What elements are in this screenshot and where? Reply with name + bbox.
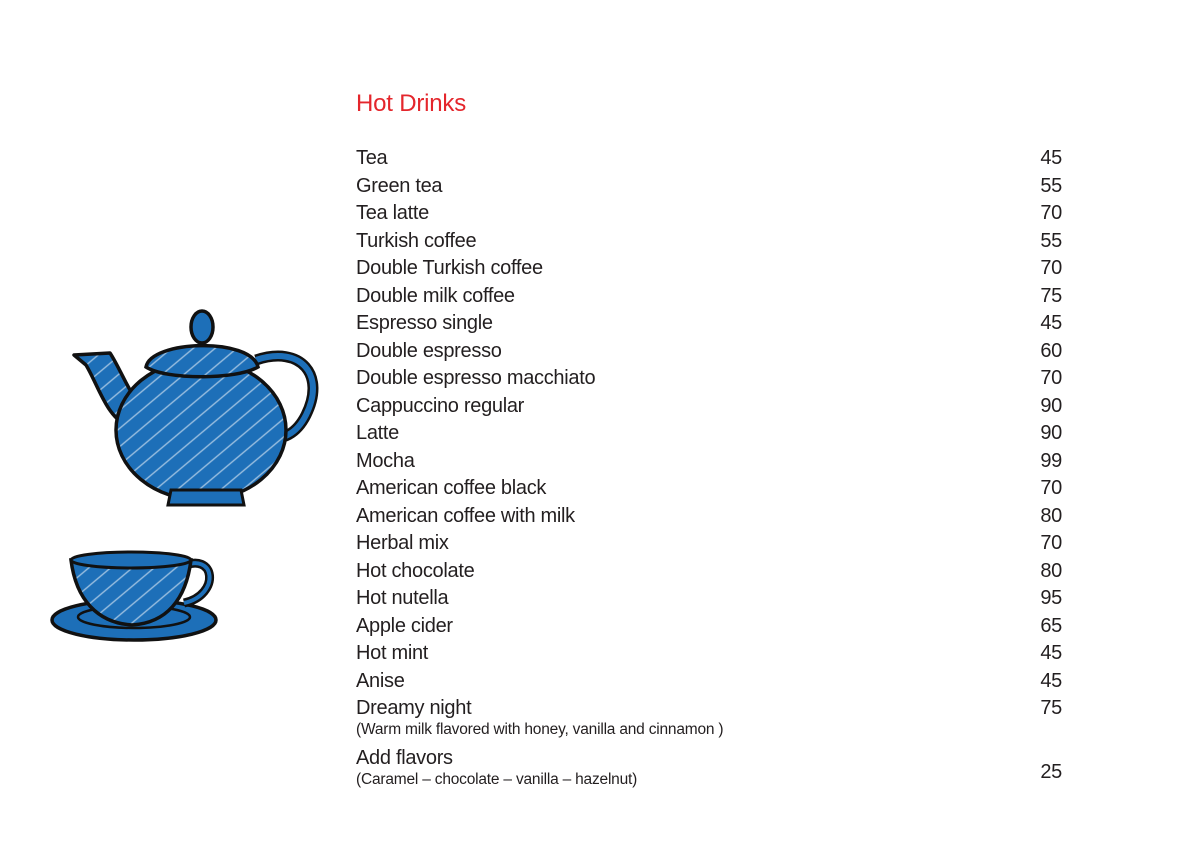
- menu-item: [356, 613, 1076, 641]
- item-name: American coffee with milk: [356, 504, 575, 527]
- item-name: Double Turkish coffee: [356, 257, 543, 279]
- item-name: Double espresso: [356, 339, 502, 362]
- menu-item: [356, 228, 1076, 256]
- item-price: 75: [1040, 284, 1062, 307]
- menu-item: [356, 283, 1076, 311]
- item-price: 95: [1040, 587, 1062, 609]
- item-name: Herbal mix: [356, 532, 449, 554]
- item-price: 75: [1040, 697, 1062, 719]
- menu-item: [356, 448, 1076, 476]
- menu-item: [356, 310, 1076, 338]
- item-name: Turkish coffee: [356, 229, 477, 252]
- item-price: 25: [1040, 761, 1062, 783]
- item-price: 55: [1040, 229, 1062, 252]
- menu-list: [356, 145, 1076, 795]
- item-name: Mocha: [356, 449, 415, 472]
- menu-item-add-flavors: [356, 745, 1076, 795]
- item-price: 70: [1040, 477, 1062, 499]
- item-price: 70: [1040, 202, 1062, 224]
- menu-item: [356, 338, 1076, 366]
- item-name: Hot mint: [356, 642, 429, 664]
- item-price: 80: [1040, 504, 1062, 527]
- item-name: American coffee black: [356, 477, 547, 499]
- item-price: 60: [1040, 339, 1062, 362]
- item-price: 70: [1040, 257, 1062, 279]
- item-name: Hot chocolate: [356, 559, 475, 582]
- menu-item: [356, 475, 1076, 503]
- item-price: 65: [1040, 614, 1062, 637]
- item-price: 45: [1040, 642, 1062, 664]
- item-price: 70: [1040, 367, 1062, 389]
- item-name: Hot nutella: [356, 587, 449, 609]
- item-name: Apple cider: [356, 614, 453, 637]
- menu-item: [356, 640, 1076, 668]
- item-name: Tea latte: [356, 202, 429, 224]
- teacup-icon: [46, 545, 226, 649]
- item-name: Dreamy night: [356, 697, 472, 719]
- item-name: Latte: [356, 422, 399, 444]
- item-name: Double espresso macchiato: [356, 367, 596, 389]
- item-price: 45: [1040, 312, 1062, 334]
- item-name: Double milk coffee: [356, 284, 515, 307]
- menu-item: [356, 365, 1076, 393]
- teapot-icon: [66, 305, 322, 515]
- item-price: 70: [1040, 532, 1062, 554]
- menu-item: [356, 420, 1076, 448]
- menu-item: [356, 668, 1076, 696]
- item-price: 99: [1040, 449, 1062, 472]
- menu-item: [356, 200, 1076, 228]
- menu-item: [356, 503, 1076, 531]
- item-price: 90: [1040, 422, 1062, 444]
- menu-item: [356, 530, 1076, 558]
- item-note: (Caramel – chocolate – vanilla – hazelnut): [356, 771, 638, 788]
- item-name: Add flavors: [356, 747, 453, 769]
- menu-item: [356, 585, 1076, 613]
- item-name: Green tea: [356, 174, 443, 197]
- menu-item: [356, 145, 1076, 173]
- item-price: 45: [1040, 147, 1062, 169]
- menu-item: [356, 393, 1076, 421]
- item-note: (Warm milk flavored with honey, vanilla and cinnamon ): [356, 721, 724, 738]
- menu-item: [356, 255, 1076, 283]
- item-name: Anise: [356, 669, 405, 692]
- item-price: 80: [1040, 559, 1062, 582]
- section-title: Hot Drinks: [356, 90, 467, 117]
- item-name: Tea: [356, 147, 388, 169]
- item-name: Espresso single: [356, 312, 493, 334]
- menu-item: [356, 558, 1076, 586]
- item-price: 45: [1040, 669, 1062, 692]
- item-price: 55: [1040, 174, 1062, 197]
- menu-item: [356, 173, 1076, 201]
- menu-item-with-note: [356, 695, 1076, 745]
- item-price: 90: [1040, 394, 1062, 417]
- item-name: Cappuccino regular: [356, 394, 525, 417]
